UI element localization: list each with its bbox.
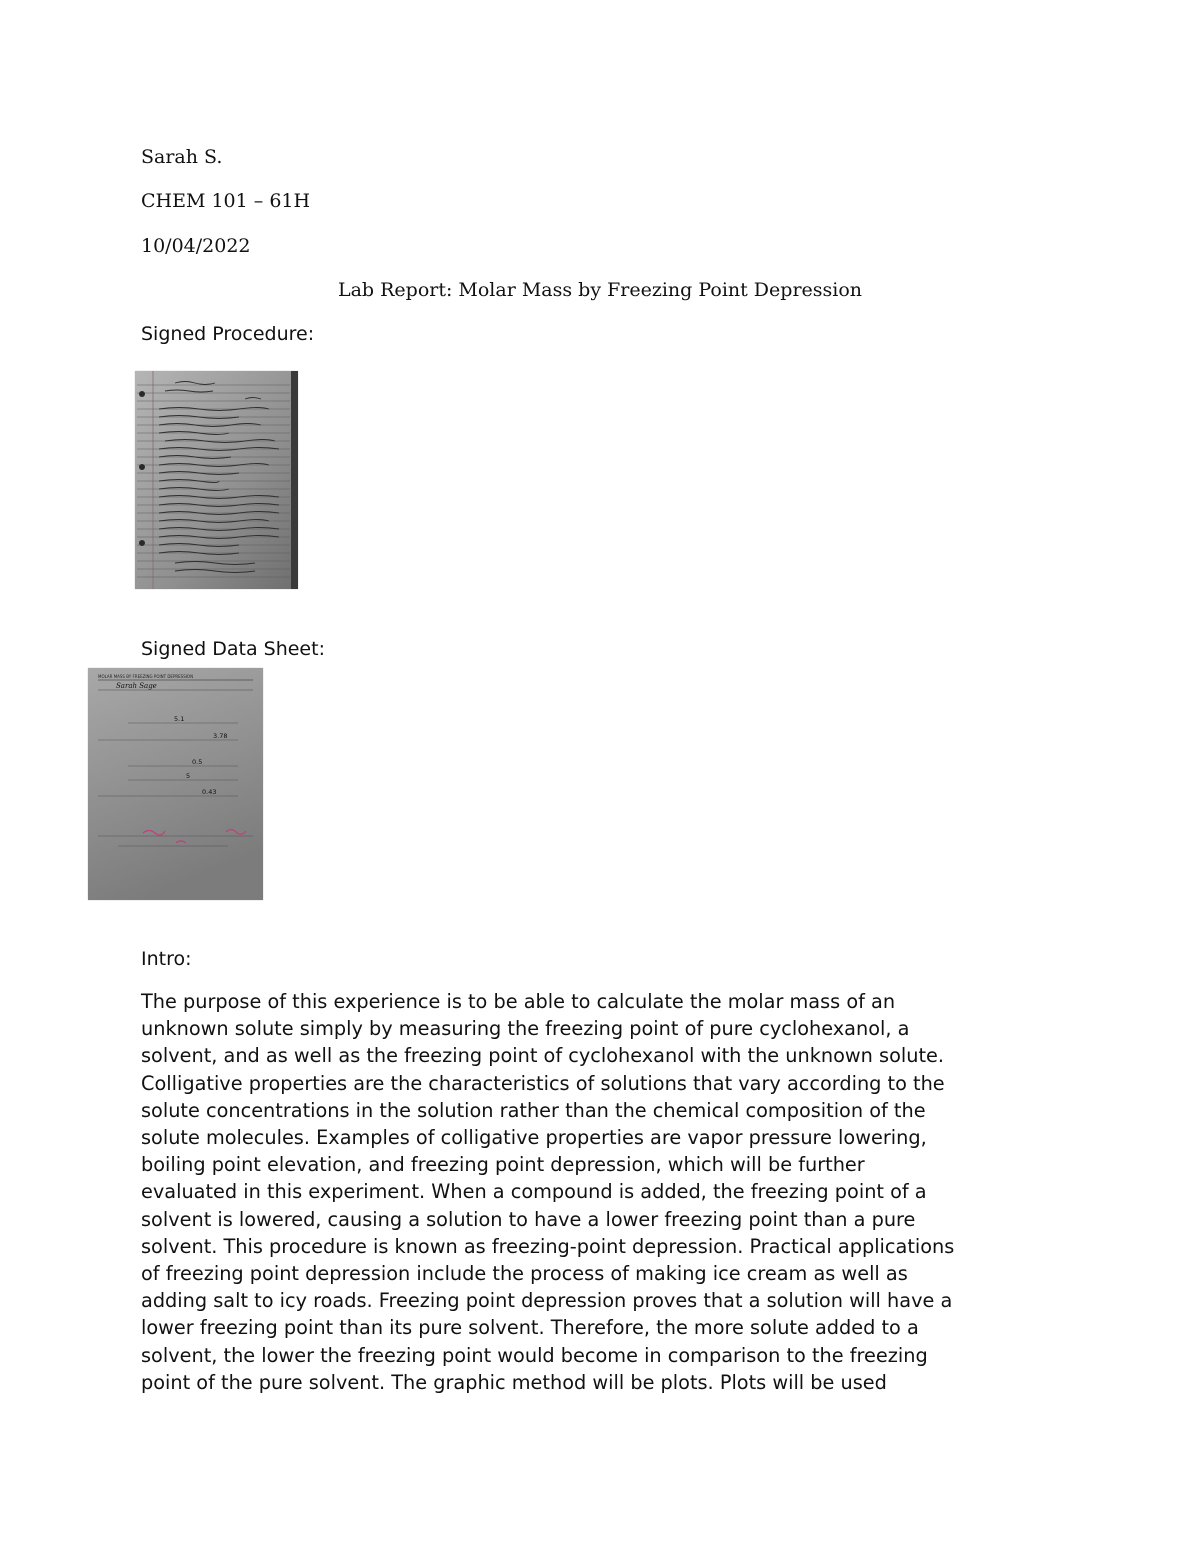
intro-line: point of the pure solvent. The graphic method will be plots. Plots will be used	[141, 1370, 887, 1394]
sheet-value-5: 0.43	[202, 788, 217, 796]
intro-paragraph	[141, 988, 1071, 1396]
signed-data-sheet-photo	[88, 668, 263, 900]
sheet-heading: MOLAR MASS BY FREEZING POINT DEPRESSION	[98, 674, 194, 679]
intro-line: The purpose of this experience is to be able to calculate the molar mass of an	[141, 990, 896, 1013]
data-sheet-image	[88, 668, 263, 900]
procedure-label: Signed Procedure:	[141, 323, 315, 345]
intro-label: Intro:	[141, 948, 192, 970]
intro-line: solvent. This procedure is known as freezing-point depression. Practical applications	[141, 1234, 955, 1258]
sheet-student-name: Sarah Sage	[116, 682, 157, 690]
sheet-value-2: 3.78	[213, 732, 228, 740]
report-date: 10/04/2022	[141, 235, 251, 257]
intro-line: adding salt to icy roads. Freezing point depression proves that a solution will have a	[141, 1289, 953, 1313]
intro-line: of freezing point depression include the process of making ice cream as well as	[141, 1262, 908, 1286]
intro-line: evaluated in this experiment. When a compound is added, the freezing point of a	[141, 1180, 927, 1204]
intro-line: unknown solute simply by measuring the freezing point of pure cyclohexanol, a	[141, 1017, 910, 1041]
data-sheet-label: Signed Data Sheet:	[141, 638, 325, 660]
intro-line: lower freezing point than its pure solvent. Therefore, the more solute added to a	[141, 1316, 919, 1340]
intro-line: solvent, the lower the freezing point would become in comparison to the freezing	[141, 1343, 928, 1367]
sheet-value-4: 5	[186, 772, 191, 780]
student-name: Sarah S.	[141, 146, 223, 168]
intro-line: solute concentrations in the solution rather than the chemical composition of the	[141, 1098, 926, 1122]
sheet-value-3: 0.5	[192, 758, 203, 766]
course-code: CHEM 101 – 61H	[141, 190, 311, 212]
notebook-page-image	[135, 371, 298, 589]
sheet-value-1: 5.1	[174, 715, 185, 723]
intro-line: Colligative properties are the characteristics of solutions that vary according to the	[141, 1071, 945, 1095]
intro-line: boiling point elevation, and freezing point depression, which will be further	[141, 1153, 865, 1177]
intro-line: solute molecules. Examples of colligative properties are vapor pressure lowering,	[141, 1126, 927, 1150]
page-title: Lab Report: Molar Mass by Freezing Point Depression	[337, 279, 863, 301]
signed-procedure-photo	[135, 371, 298, 589]
intro-line: solvent, and as well as the freezing point of cyclohexanol with the unknown solute.	[141, 1044, 944, 1068]
intro-line: solvent is lowered, causing a solution to have a lower freezing point than a pure	[141, 1207, 916, 1231]
